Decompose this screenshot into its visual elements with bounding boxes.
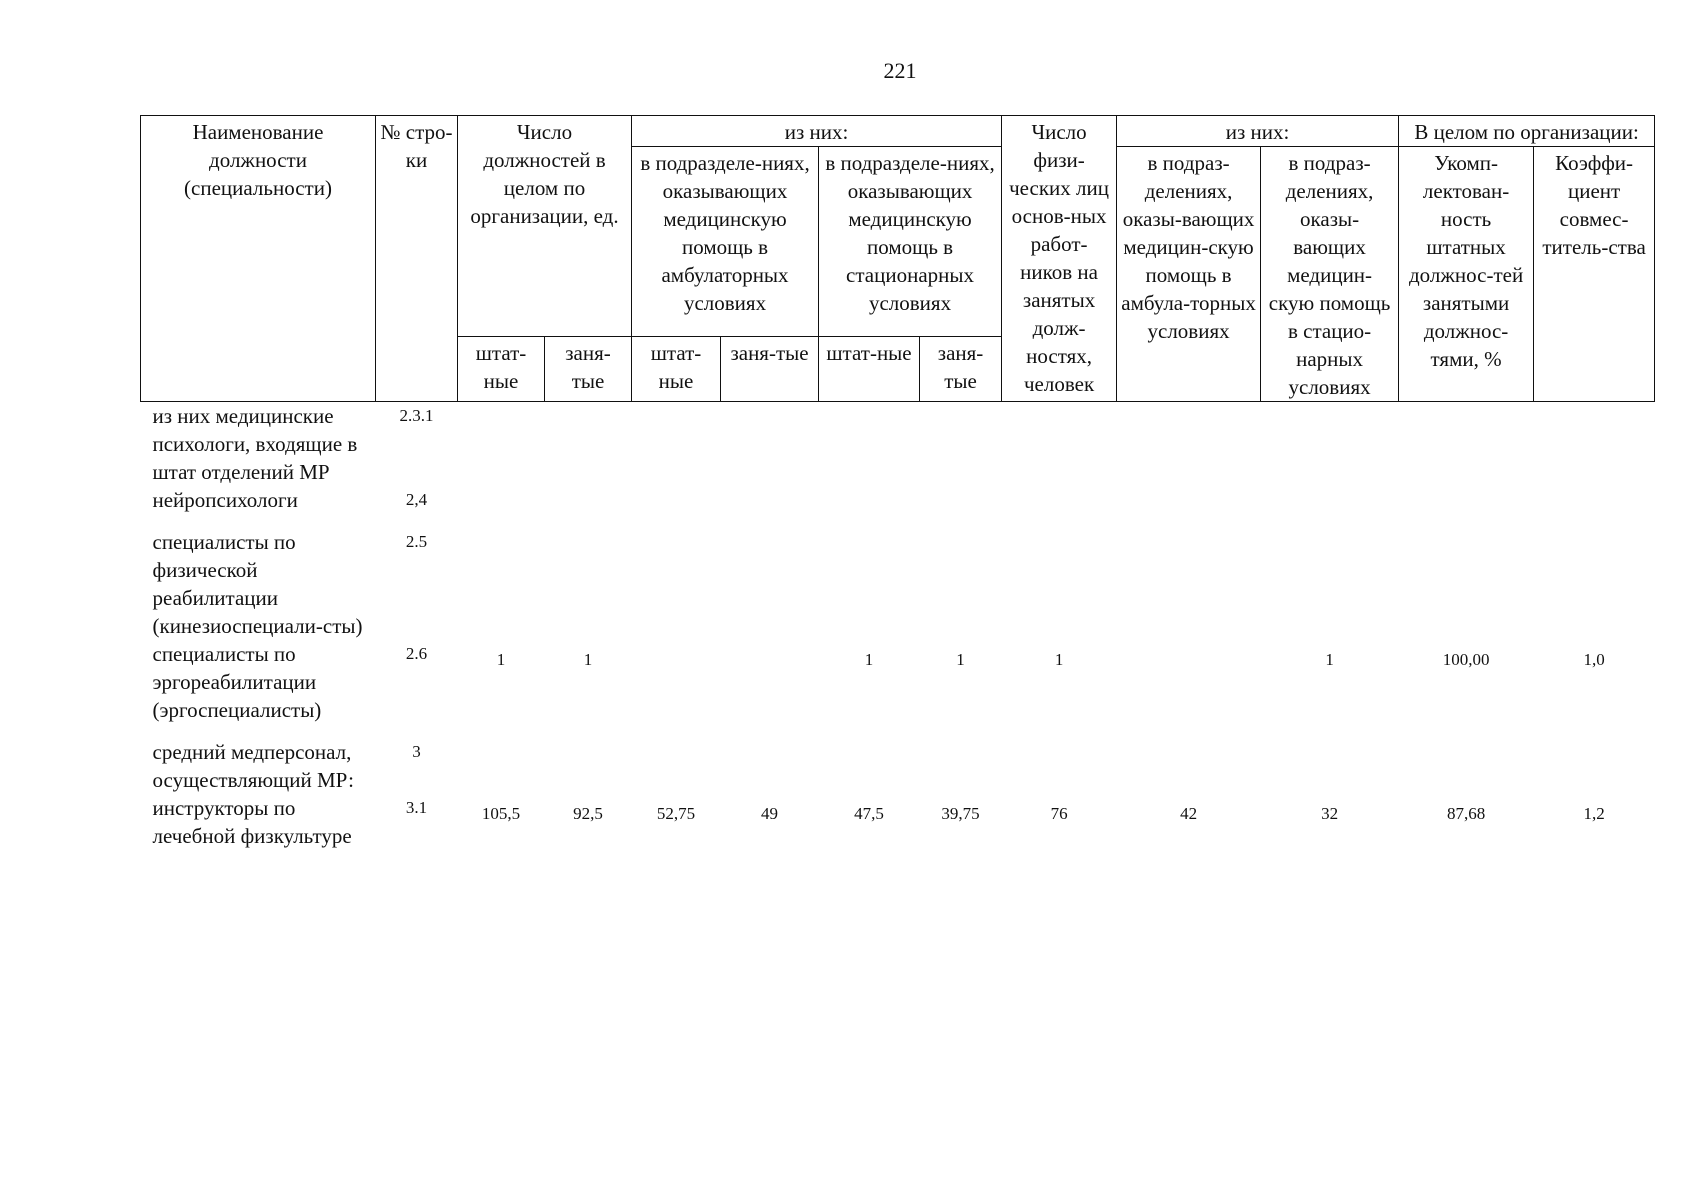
row-value: [1261, 486, 1399, 514]
row-value: [819, 738, 920, 794]
row-number: 2.3.1: [399, 406, 434, 425]
row-value: [920, 738, 1002, 794]
row-value: [458, 402, 545, 487]
header-ambulatory: в подразделе-ниях, оказывающих медицинскую помощь в амбулаторных условиях: [632, 147, 819, 337]
row-value: [721, 528, 819, 640]
row-value: [920, 486, 1002, 514]
page-number: 221: [883, 58, 917, 83]
row-name: инструкторы по лечебной физкультуре: [152, 796, 352, 848]
header-inpatient-occupied: заня-тые: [920, 336, 1002, 401]
table-body: [141, 402, 1655, 851]
header-staffing: Укомп-лектован-ность штатных должнос-тей занятыми должнос-тями, %: [1399, 147, 1534, 402]
row-value: 1: [583, 650, 593, 669]
row-value: [1002, 486, 1117, 514]
row-value: [1117, 402, 1261, 487]
row-value: 1: [1325, 650, 1334, 669]
spacer-cell: [141, 514, 1655, 528]
row-value: [1261, 738, 1399, 794]
table-row: [141, 402, 1655, 487]
row-name: из них медицинские психологи, входящие в штат отделений МР: [152, 404, 358, 484]
row-value: [1261, 402, 1399, 487]
row-value: [1261, 528, 1399, 640]
spacer-cell: [141, 724, 1655, 738]
row-value: 1,2: [1583, 804, 1605, 823]
row-value: [1534, 738, 1655, 794]
row-value: [458, 486, 545, 514]
header-total-staff: штат-ные: [458, 336, 545, 401]
row-number: 2.6: [405, 644, 428, 663]
header-positions-total: Число должностей в целом по организации, ед.: [458, 116, 632, 337]
header-combining: Коэффи-циент совмес-титель-ства: [1534, 147, 1655, 402]
row-value: [632, 486, 721, 514]
table-row: [141, 528, 1655, 640]
table-row: [141, 794, 1655, 850]
row-value: [920, 402, 1002, 487]
row-value: [1002, 528, 1117, 640]
row-value: [632, 640, 721, 724]
row-value: 92,5: [573, 804, 603, 823]
row-value: [545, 486, 632, 514]
row-value: 52,75: [656, 804, 696, 823]
header-row-number: № стро-ки: [376, 116, 458, 402]
row-value: [545, 528, 632, 640]
row-value: [1399, 402, 1534, 487]
row-value: [632, 738, 721, 794]
row-value: [1002, 402, 1117, 487]
row-value: 1: [496, 650, 506, 669]
header-inpatient: в подразделе-ниях, оказывающих медицинскую помощь в стационарных условиях: [819, 147, 1002, 337]
row-name: специалисты по физической реабилитации (кинезиоспециали-сты): [152, 530, 363, 638]
row-value: 1: [956, 650, 965, 669]
header-total-occupied: заня-тые: [545, 336, 632, 401]
header-org-total: В целом по организации:: [1399, 116, 1655, 147]
row-value: [1117, 640, 1261, 724]
row-value: [721, 402, 819, 487]
row-value: [458, 738, 545, 794]
row-value: [819, 486, 920, 514]
row-spacer: [141, 724, 1655, 738]
row-value: [1399, 486, 1534, 514]
row-value: [819, 528, 920, 640]
row-value: 76: [1050, 804, 1068, 823]
row-value: 100,00: [1442, 650, 1490, 669]
header-persons: Число физи-ческих лиц основ-ных работ-ников на занятых долж-ностях, человек: [1002, 116, 1117, 402]
row-value: 1: [1054, 650, 1064, 669]
row-value: 32: [1321, 804, 1339, 823]
row-value: 47,5: [854, 804, 884, 823]
row-number: 3: [412, 742, 421, 761]
row-number: 3.1: [405, 798, 428, 817]
row-value: 105,5: [481, 804, 521, 823]
row-name: специалисты по эргореабилитации (эргоспециалисты): [152, 642, 322, 722]
row-value: [1117, 486, 1261, 514]
row-value: 42: [1180, 804, 1198, 823]
header-ambulatory-occupied: заня-тые: [721, 336, 819, 401]
row-value: [721, 640, 819, 724]
header-of-them-persons: из них:: [1117, 116, 1399, 147]
row-spacer: [141, 514, 1655, 528]
row-number: 2.5: [405, 532, 428, 551]
header-of-them-positions: из них:: [632, 116, 1002, 147]
header-inpatient-staff: штат-ные: [819, 336, 920, 401]
table-row: [141, 486, 1655, 514]
row-value: [1117, 528, 1261, 640]
row-value: [819, 402, 920, 487]
row-value: [1534, 402, 1655, 487]
row-value: 39,75: [941, 804, 980, 823]
row-value: [632, 402, 721, 487]
row-value: [545, 738, 632, 794]
header-ambulatory-staff: штат-ные: [632, 336, 721, 401]
row-value: [1534, 528, 1655, 640]
row-number: 2,4: [405, 490, 428, 509]
table-row: [141, 640, 1655, 724]
row-value: [632, 528, 721, 640]
row-name: средний медперсонал, осуществляющий МР:: [152, 740, 354, 792]
row-value: [1534, 486, 1655, 514]
header-name: Наименование должности (специальности): [141, 116, 376, 402]
row-value: [1002, 738, 1117, 794]
row-value: [1399, 738, 1534, 794]
row-value: [721, 486, 819, 514]
table-row: [141, 738, 1655, 794]
row-value: [721, 738, 819, 794]
row-value: 87,68: [1446, 804, 1486, 823]
staffing-table: [140, 115, 1655, 850]
row-value: [458, 528, 545, 640]
row-value: [545, 402, 632, 487]
row-value: 1: [864, 650, 874, 669]
header-persons-inpatient: в подраз-делениях, оказы-вающих медицин-скую помощь в стацио-нарных условиях: [1261, 147, 1399, 402]
row-value: 49: [761, 804, 779, 823]
row-value: [1117, 738, 1261, 794]
row-name: нейропсихологи: [152, 488, 298, 512]
row-value: 1,0: [1583, 650, 1605, 669]
row-value: [920, 528, 1002, 640]
row-value: [1399, 528, 1534, 640]
header-persons-ambulatory: в подраз-делениях, оказы-вающих медицин-скую помощь в амбула-торных условиях: [1117, 147, 1261, 402]
